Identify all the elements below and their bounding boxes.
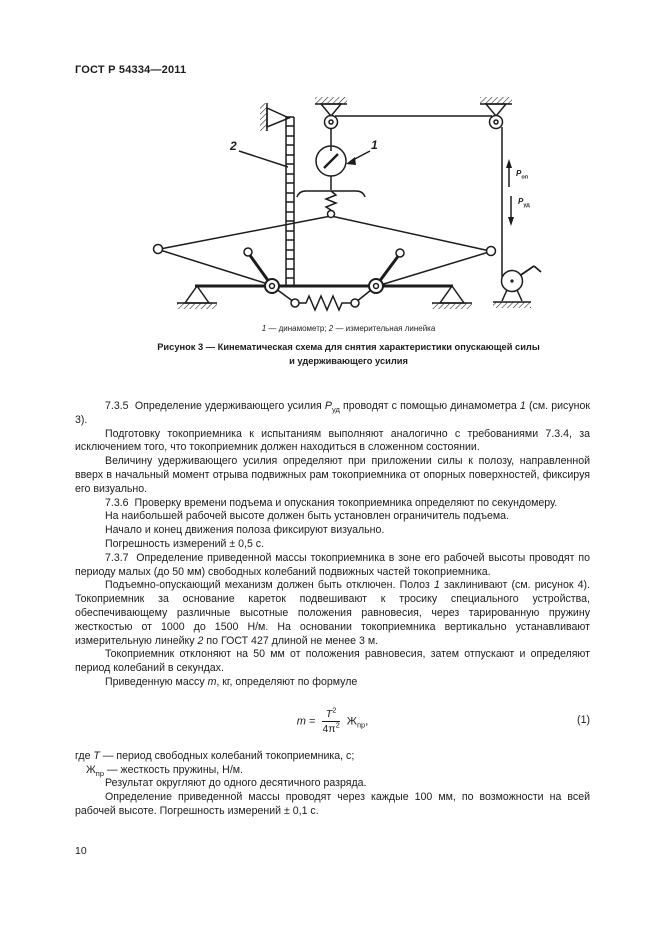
text-run: , кг, определяют по формуле <box>216 675 358 688</box>
force-arrow-up <box>506 159 512 187</box>
ground-support-right <box>432 286 472 309</box>
figure-caption-line1: Рисунок 3 — Кинематическая схема для снятия характеристики опускающей силы <box>157 342 540 352</box>
paragraph <box>75 791 590 819</box>
paragraph <box>75 648 590 676</box>
text-run: 1 <box>261 324 267 333</box>
formula-fraction: $\frac{Т^2}{4\pi^2}$ <box>322 705 340 735</box>
text-run: проводят с помощью динамометра <box>339 400 520 412</box>
force-up-label: $Р_{оп}$ <box>516 169 529 181</box>
paragraph <box>75 428 590 456</box>
paragraph <box>75 764 590 778</box>
text-run: заклинивают (см. рисунок 4). Токоприемник за основание кареток подвешивают к тросику специального устройства, обеспечивающему различные высотные положения равновесия, через тарированную пружину жесткостью от 1000 до 1500 Н/м. На основании токоприемника вертикально устанавливают измерительную линейку <box>75 579 590 647</box>
text-run: Р <box>324 400 332 412</box>
formula <box>75 705 590 735</box>
text-run: На наибольшей рабочей высоте должен быть установлен ограничитель подъема. <box>105 510 510 523</box>
text-run: где <box>75 749 94 762</box>
leader-label-2 <box>239 151 288 167</box>
paragraph <box>75 538 590 552</box>
paragraph <box>75 552 590 580</box>
text-run: (см. рисунок 3). <box>75 400 590 426</box>
winch-icon <box>493 266 541 308</box>
paragraph <box>75 455 590 496</box>
spring-upper <box>326 191 336 210</box>
text-run: Определение приведенной массы проводят через каждые 100 мм, по возможности на всей рабочей высоте. Погрешность измерений ± 0,1 с. <box>75 791 590 818</box>
force-down-label: $Р_{уд}$ <box>518 197 530 209</box>
text-run: Приведенную массу <box>105 675 208 688</box>
text-run: Ж <box>86 763 96 776</box>
label-dynamometer: 1 <box>371 138 378 152</box>
text-run: по ГОСТ 427 длиной не менее 3 м. <box>203 634 379 647</box>
page-number: 10 <box>75 845 87 857</box>
figure-legend <box>75 324 590 333</box>
paragraph <box>75 400 590 428</box>
ceiling-support-right <box>480 97 512 116</box>
text-run: 1 <box>519 400 526 412</box>
text-run: Величину удерживающего усилия определяют при приложении силы к полозу, направленной вверх в начальный момент отрыва подвижных рам токоприемника от опорных поверхностей, фиксируя его визуально. <box>75 455 590 495</box>
paragraph <box>75 676 590 690</box>
leader-arrowhead <box>346 157 356 165</box>
text-run: Токоприемник отклоняют на 50 мм от положения равновесия, затем отпускают и определяют период колебаний в секундах. <box>75 648 590 675</box>
label-ruler: 2 <box>230 139 237 153</box>
text-run: Начало и конец движения полоза фиксируют визуально. <box>105 524 385 537</box>
spring-lower <box>299 296 351 310</box>
dynamometer-icon <box>316 146 346 190</box>
figure-3-diagram <box>149 89 590 322</box>
body-text-before-formula <box>75 400 590 690</box>
text-run: 1 <box>433 579 440 592</box>
wall-support <box>260 103 289 131</box>
text-run: Подъемно-опускающий механизм должен быть отключен. Полоз <box>105 579 434 592</box>
figure-caption <box>75 341 590 368</box>
document-header: ГОСТ Р 54334—2011 <box>75 64 187 76</box>
text-run: Т <box>93 749 100 762</box>
ground-support-left <box>177 286 217 309</box>
measuring-ruler <box>286 117 294 286</box>
text-run: m <box>207 675 217 688</box>
force-arrow-down <box>508 196 514 226</box>
figure-caption-line2: и удерживающего усилия <box>289 355 408 366</box>
kinematic-schema-svg <box>149 89 544 317</box>
text-run: — жесткость пружины, Н/м. <box>104 763 243 776</box>
text-subscript: уд <box>331 405 340 415</box>
paragraph <box>75 777 590 791</box>
formula-number: (1) <box>577 714 590 727</box>
pantograph-linkage <box>154 211 496 311</box>
text-run: 2 <box>197 634 204 647</box>
body-text-after-formula <box>75 750 590 819</box>
text-run: 7.3.5 Определение удерживающего усилия <box>105 400 325 412</box>
text-run: 2 <box>328 324 334 333</box>
paragraph <box>75 497 590 511</box>
ceiling-support-center <box>315 97 347 116</box>
text-run: — измерительная линейка <box>333 324 436 333</box>
text-subscript: пр <box>95 768 105 778</box>
paragraph <box>75 579 590 648</box>
text-run: Результат округляют до одного десятичного разряда. <box>105 777 367 790</box>
formula-equation: m = $\frac{Т^2}{4\pi^2}$ $Ж_{пр}$, <box>296 705 369 735</box>
text-run: Погрешность измерений ± 0,5 с. <box>105 537 265 550</box>
paragraph <box>75 524 590 538</box>
text-run: — период свободных колебаний токоприемника, с; <box>99 749 355 762</box>
text-run: 7.3.6 Проверку времени подъема и опускания токоприемника определяют по секундомеру. <box>105 496 558 509</box>
pulley-icon <box>490 116 503 129</box>
pulley-icon <box>325 116 338 129</box>
text-run: Подготовку токоприемника к испытаниям выполняют аналогично с требованиями 7.3.4, за исключением того, что токоприемник должен находиться в сложенном состоянии. <box>75 427 590 454</box>
paragraph <box>75 750 590 764</box>
text-run: 7.3.7 Определение приведенной массы токоприемника в зоне его рабочей высоты проводят по периоду малых (до 50 мм) свободных колебаний подвижных частей токоприемника. <box>75 551 590 578</box>
text-run: — динамометр; <box>266 324 329 333</box>
paragraph <box>75 510 590 524</box>
